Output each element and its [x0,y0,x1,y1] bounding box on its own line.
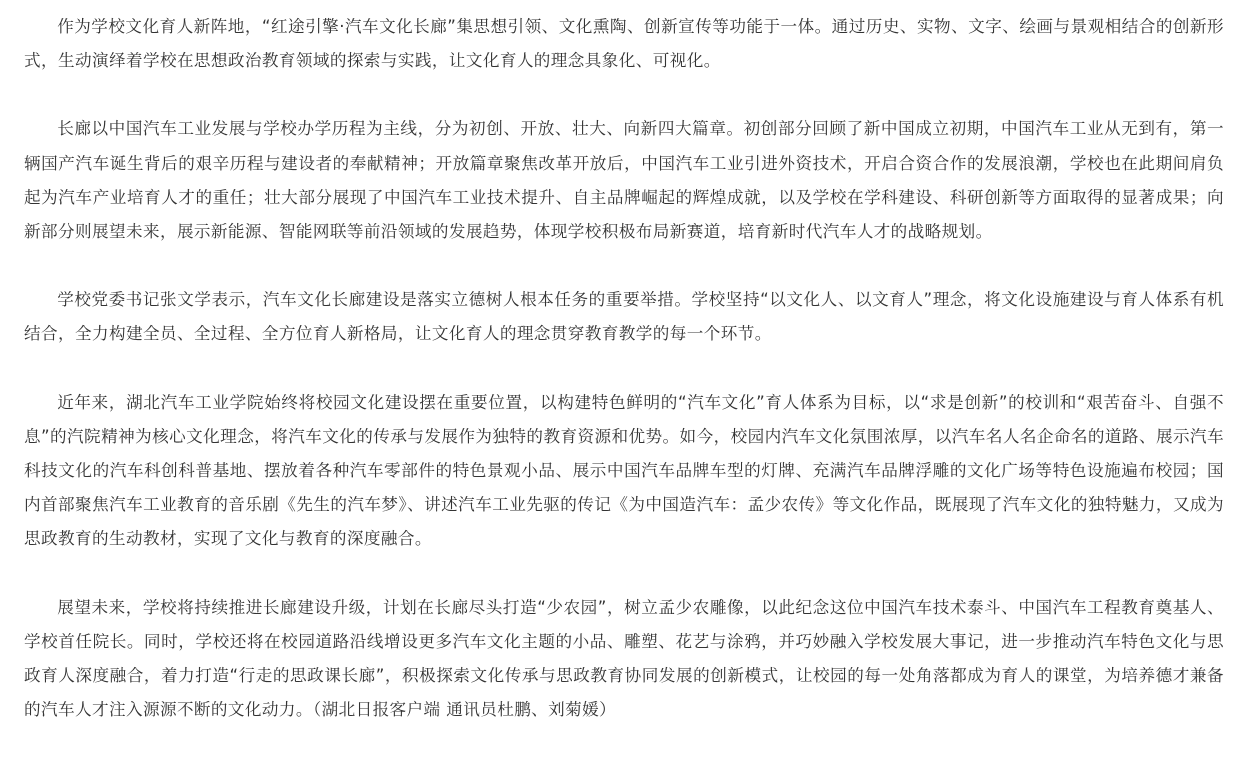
article-paragraph-1: 作为学校文化育人新阵地，“红途引擎·汽车文化长廊”集思想引领、文化熏陶、创新宣传等功能于一体。通过历史、实物、文字、绘画与景观相结合的创新形式，生动演绎着学校在思想政治教育领域的探索与实践，让文化育人的理念具象化、可视化。 [24,17,1224,71]
article-paragraph-5: 展望未来，学校将持续推进长廊建设升级，计划在长廊尽头打造“少农园”，树立孟少农雕像，以此纪念这位中国汽车技术泰斗、中国汽车工程教育奠基人、学校首任院长。同时，学校还将在校园道路沿线增设更多汽车文化主题的小品、雕塑、花艺与涂鸦，并巧妙融入学校发展大事记，进一步推动汽车特色文化与思政育人深度融合，着力打造“行走的思政课长廊”，积极探索文化传承与思政教育协同发展的创新模式，让校园的每一处角落都成为育人的课堂，为培养德才兼备的汽车人才注入源源不断的文化动力。（湖北日报客户端 通讯员杜鹏、刘菊媛） [24,597,1224,720]
article-paragraph-3: 学校党委书记张文学表示，汽车文化长廊建设是落实立德树人根本任务的重要举措。学校坚持“以文化人、以文育人”理念，将文化设施建设与育人体系有机结合，全力构建全员、全过程、全方位育人新格局，让文化育人的理念贯穿教育教学的每一个环节。 [24,290,1224,344]
article-body [24,10,1224,727]
article-paragraph-4: 近年来，湖北汽车工业学院始终将校园文化建设摆在重要位置，以构建特色鲜明的“汽车文化”育人体系为目标，以“求是创新”的校训和“艰苦奋斗、自强不息”的汽院精神为核心文化理念，将汽车文化的传承与发展作为独特的教育资源和优势。如今，校园内汽车文化氛围浓厚，以汽车名人名企命名的道路、展示汽车科技文化的汽车科创科普基地、摆放着各种汽车零部件的特色景观小品、展示中国汽车品牌车型的灯牌、充满汽车品牌浮雕的文化广场等特色设施遍布校园；国内首部聚焦汽车工业教育的音乐剧《先生的汽车梦》、讲述汽车工业先驱的传记《为中国造汽车：孟少农传》等文化作品，既展现了汽车文化的独特魅力，又成为思政教育的生动教材，实现了文化与教育的深度融合。 [24,392,1224,549]
article-paragraph-2: 长廊以中国汽车工业发展与学校办学历程为主线，分为初创、开放、壮大、向新四大篇章。初创部分回顾了新中国成立初期，中国汽车工业从无到有，第一辆国产汽车诞生背后的艰辛历程与建设者的奉献精神；开放篇章聚焦改革开放后，中国汽车工业引进外资技术，开启合资合作的发展浪潮，学校也在此期间肩负起为汽车产业培育人才的重任；壮大部分展现了中国汽车工业技术提升、自主品牌崛起的辉煌成就，以及学校在学科建设、科研创新等方面取得的显著成果；向新部分则展望未来，展示新能源、智能网联等前沿领域的发展趋势，体现学校积极布局新赛道，培育新时代汽车人才的战略规划。 [24,119,1224,242]
